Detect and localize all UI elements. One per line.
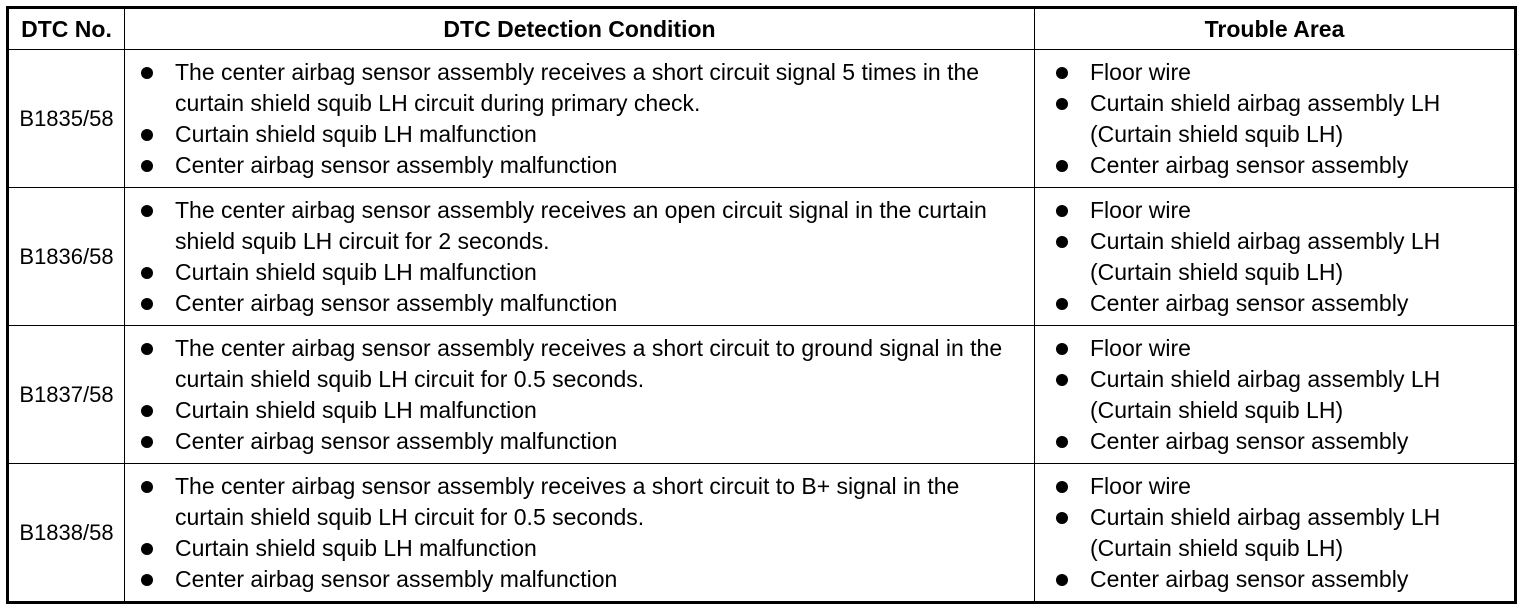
condition-item-text: The center airbag sensor assembly receives a short circuit signal 5 times in the curtain shield squib LH circuit during primary check.: [175, 58, 980, 116]
bullet-icon: [1056, 574, 1068, 586]
bullet-icon: [141, 405, 153, 417]
detection-condition-cell: [125, 188, 1035, 326]
condition-item: [175, 57, 1024, 119]
condition-item: [175, 195, 1024, 257]
trouble-area-list: [1035, 54, 1514, 184]
condition-item-text: Curtain shield squib LH malfunction: [175, 534, 537, 561]
dtc-table: [6, 6, 1517, 604]
trouble-area-item: [1090, 426, 1504, 457]
header-row: [8, 8, 1516, 50]
bullet-icon: [141, 481, 153, 493]
detection-condition-list: [125, 54, 1034, 184]
detection-condition-cell: [125, 326, 1035, 464]
trouble-area-item: [1090, 564, 1504, 595]
table-row: [8, 50, 1516, 188]
condition-item-text: The center airbag sensor assembly receives an open circuit signal in the curtain shield squib LH circuit for 2 seconds.: [175, 196, 987, 254]
table-row: [8, 188, 1516, 326]
bullet-icon: [1056, 67, 1068, 79]
trouble-area-item: [1090, 288, 1504, 319]
table-body: [8, 50, 1516, 603]
bullet-icon: [141, 298, 153, 310]
condition-item: [175, 564, 1024, 595]
trouble-area-cell: [1035, 188, 1516, 326]
header-detection-condition: DTC Detection Condition: [125, 8, 1035, 50]
condition-item: [175, 395, 1024, 426]
bullet-icon: [1056, 205, 1068, 217]
trouble-area-list: [1035, 468, 1514, 598]
table-row: [8, 464, 1516, 603]
trouble-area-list: [1035, 192, 1514, 322]
dtc-code: B1835/58: [8, 50, 125, 188]
trouble-area-item: [1090, 502, 1504, 564]
detection-condition-list: [125, 330, 1034, 460]
condition-item: [175, 333, 1024, 395]
bullet-icon: [1056, 160, 1068, 172]
trouble-area-cell: [1035, 326, 1516, 464]
header-dtc-no: DTC No.: [8, 8, 125, 50]
bullet-icon: [1056, 436, 1068, 448]
bullet-icon: [141, 67, 153, 79]
condition-item-text: Center airbag sensor assembly malfunction: [175, 565, 618, 592]
bullet-icon: [1056, 512, 1068, 524]
trouble-area-item: [1090, 150, 1504, 181]
bullet-icon: [141, 343, 153, 355]
trouble-area-item: [1090, 226, 1504, 288]
bullet-icon: [141, 129, 153, 141]
condition-item-text: Center airbag sensor assembly malfunction: [175, 427, 618, 454]
condition-item: [175, 288, 1024, 319]
header-trouble-area: Trouble Area: [1035, 8, 1516, 50]
trouble-area-item: [1090, 88, 1504, 150]
bullet-icon: [141, 436, 153, 448]
condition-item-text: Curtain shield squib LH malfunction: [175, 120, 537, 147]
bullet-icon: [141, 574, 153, 586]
trouble-area-item-text: Floor wire: [1090, 472, 1191, 499]
condition-item: [175, 533, 1024, 564]
bullet-icon: [141, 543, 153, 555]
dtc-code: B1837/58: [8, 326, 125, 464]
trouble-area-item-text: Floor wire: [1090, 58, 1191, 85]
bullet-icon: [141, 267, 153, 279]
condition-item-text: The center airbag sensor assembly receives a short circuit to B+ signal in the curtain shield squib LH circuit for 0.5 seconds.: [175, 472, 960, 530]
condition-item: [175, 471, 1024, 533]
trouble-area-item-text: Floor wire: [1090, 334, 1191, 361]
bullet-icon: [141, 205, 153, 217]
trouble-area-item: [1090, 471, 1504, 502]
trouble-area-item-text: Curtain shield airbag assembly LH (Curtain shield squib LH): [1090, 89, 1441, 147]
trouble-area-cell: [1035, 464, 1516, 603]
detection-condition-list: [125, 468, 1034, 598]
trouble-area-item-text: Curtain shield airbag assembly LH (Curtain shield squib LH): [1090, 365, 1441, 423]
trouble-area-item-text: Center airbag sensor assembly: [1090, 565, 1409, 592]
trouble-area-item-text: Curtain shield airbag assembly LH (Curtain shield squib LH): [1090, 503, 1441, 561]
bullet-icon: [1056, 298, 1068, 310]
trouble-area-list: [1035, 330, 1514, 460]
bullet-icon: [1056, 481, 1068, 493]
condition-item-text: Center airbag sensor assembly malfunction: [175, 289, 618, 316]
detection-condition-list: [125, 192, 1034, 322]
detection-condition-cell: [125, 464, 1035, 603]
trouble-area-item: [1090, 364, 1504, 426]
condition-item-text: The center airbag sensor assembly receives a short circuit to ground signal in the curtain shield squib LH circuit for 0.5 seconds.: [175, 334, 1003, 392]
trouble-area-item: [1090, 333, 1504, 364]
trouble-area-item-text: Center airbag sensor assembly: [1090, 151, 1409, 178]
bullet-icon: [1056, 236, 1068, 248]
table-row: [8, 326, 1516, 464]
bullet-icon: [141, 160, 153, 172]
condition-item-text: Center airbag sensor assembly malfunction: [175, 151, 618, 178]
trouble-area-item-text: Curtain shield airbag assembly LH (Curtain shield squib LH): [1090, 227, 1441, 285]
condition-item: [175, 257, 1024, 288]
detection-condition-cell: [125, 50, 1035, 188]
condition-item: [175, 150, 1024, 181]
trouble-area-item-text: Center airbag sensor assembly: [1090, 427, 1409, 454]
trouble-area-item-text: Center airbag sensor assembly: [1090, 289, 1409, 316]
trouble-area-item-text: Floor wire: [1090, 196, 1191, 223]
trouble-area-item: [1090, 57, 1504, 88]
dtc-code: B1836/58: [8, 188, 125, 326]
trouble-area-cell: [1035, 50, 1516, 188]
condition-item-text: Curtain shield squib LH malfunction: [175, 258, 537, 285]
bullet-icon: [1056, 98, 1068, 110]
condition-item: [175, 119, 1024, 150]
condition-item: [175, 426, 1024, 457]
condition-item-text: Curtain shield squib LH malfunction: [175, 396, 537, 423]
dtc-code: B1838/58: [8, 464, 125, 603]
bullet-icon: [1056, 374, 1068, 386]
trouble-area-item: [1090, 195, 1504, 226]
bullet-icon: [1056, 343, 1068, 355]
